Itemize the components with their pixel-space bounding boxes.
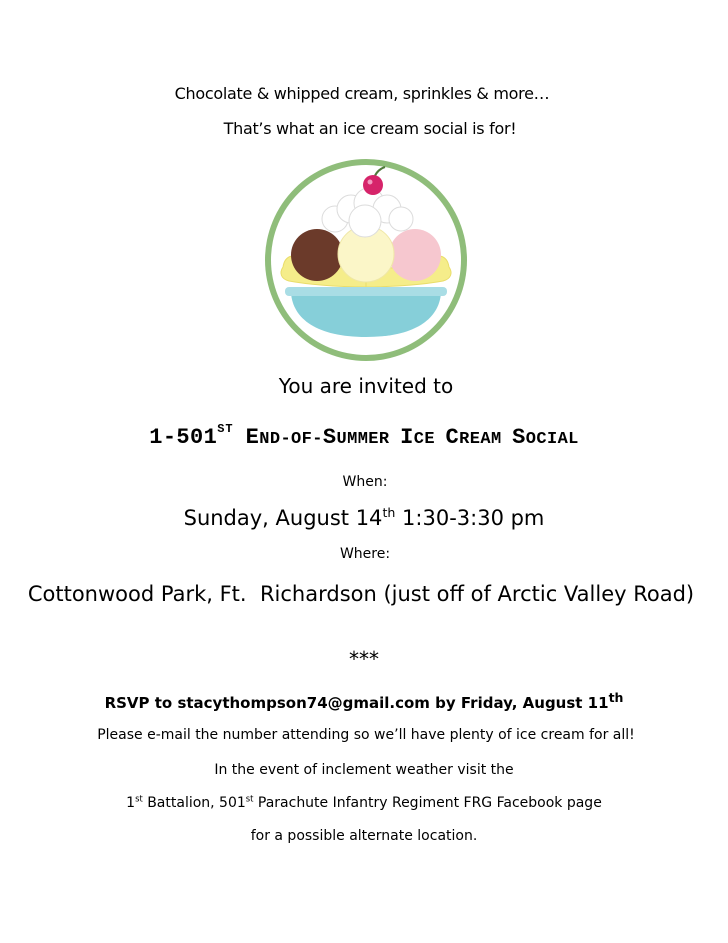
event-title xyxy=(0,422,728,450)
weather-note: In the event of inclement weather visit the xyxy=(214,762,514,778)
event-title-superscript: ST xyxy=(217,422,234,436)
event-date-time: Sunday, August 14th 1:30-3:30 pm xyxy=(183,505,545,530)
tagline-line-2: That’s what an ice cream social is for! xyxy=(223,119,517,138)
facebook-page-note: 1st Battalion, 501st Parachute Infantry Regiment FRG Facebook page xyxy=(126,793,602,811)
rsvp-line: RSVP to stacythompson74@gmail.com by Friday, August 11th xyxy=(104,690,624,712)
title-word: ICE xyxy=(400,425,446,450)
when-label: When: xyxy=(342,474,388,490)
event-title-unit: 1-501 xyxy=(149,425,218,450)
title-word: END-OF- xyxy=(245,425,323,450)
where-label: Where: xyxy=(339,546,391,562)
ice-cream-sundae-illustration xyxy=(265,159,467,361)
tagline-line-1: Chocolate & whipped cream, sprinkles & more… xyxy=(174,84,550,103)
cherry xyxy=(363,175,383,195)
event-location: Cottonwood Park, Ft. Richardson (just off of Arctic Valley Road) xyxy=(27,582,695,606)
chocolate-scoop xyxy=(291,229,343,281)
title-word: SOCIAL xyxy=(512,425,579,450)
title-word: CREAM xyxy=(445,425,513,450)
strawberry-scoop xyxy=(389,229,441,281)
title-word: SUMMER xyxy=(322,425,401,450)
invitation-intro: You are invited to xyxy=(278,374,454,398)
alternate-location-note: for a possible alternate location. xyxy=(250,828,478,844)
separator: *** xyxy=(349,647,379,671)
attendance-note: Please e-mail the number attending so we’ll have plenty of ice cream for all! xyxy=(97,727,635,743)
bowl-rim xyxy=(285,287,447,296)
